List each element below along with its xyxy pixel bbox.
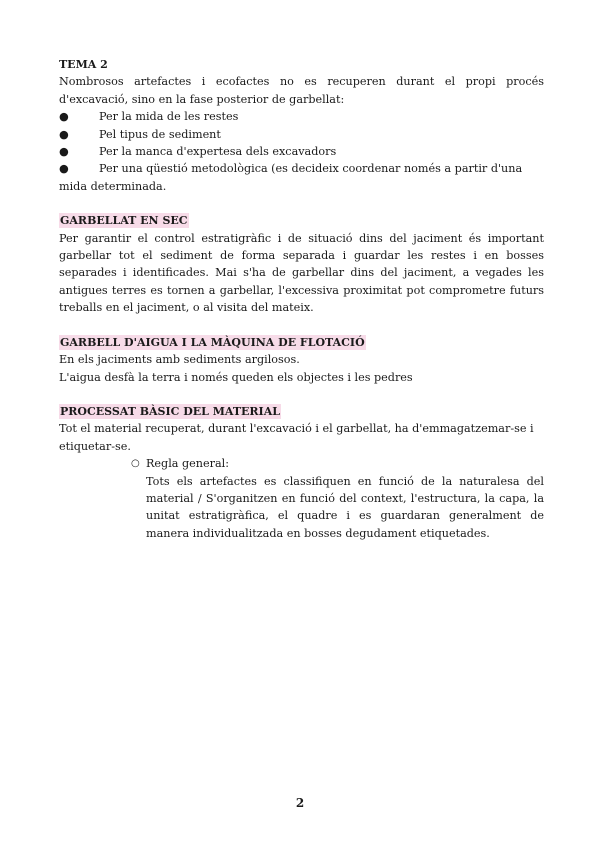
garbell-aigua-heading: GARBELL D'AIGUA I LA MÀQUINA DE FLOTACIÓ: [60, 335, 365, 349]
processat-section: [59, 403, 544, 542]
list-item: [59, 160, 544, 195]
tema-title: TEMA 2: [59, 58, 108, 71]
garbell-aigua-section: [59, 334, 544, 386]
list-item: [59, 108, 544, 125]
list-item: [59, 143, 544, 160]
list-item-text: Per la mida de les restes: [99, 110, 239, 124]
processat-heading: PROCESSAT BÀSIC DEL MATERIAL: [60, 404, 280, 418]
rule-sublist: [131, 455, 544, 542]
garbellat-sec-heading: GARBELLAT EN SEC: [60, 214, 188, 228]
garbellat-sec-body: Per garantir el control estratigràfic i de situació dins del jaciment és important garbellar tot el sediment de forma separada i guardar les restes i en bosses separades i identificades. Mai s'ha de garbellar dins del jaciment, a vegades les antigues terres es tornen a garbellar, l'excessiva proximitat pot comprometre futurs treballs en el jaciment, o al visita del mateix.: [59, 231, 544, 315]
bullet-icon: ●: [59, 162, 69, 176]
list-item-text: Per una qüestió metodològica (es decideix coordenar només a partir d'una mida determinada.: [59, 162, 523, 193]
tema-intro: Nombrosos artefactes i ecofactes no es recuperen durant el propi procés d'excavació, sino en la fase posterior de garbellat:: [59, 75, 544, 106]
rule-body: Tots els artefactes es classifiquen en funció de la naturalesa del material / S'organitzen en funció del context, l'estructura, la capa, la unitat estratigràfica, el quadre i es guardaran generalment de manera individualitzada en bosses degudament etiquetades.: [146, 474, 544, 540]
garbell-aigua-line-2: L'aigua desfà la terra i només queden els objectes i les pedres: [59, 370, 413, 384]
garbellat-sec-section: [59, 212, 544, 316]
document-page: [59, 56, 544, 542]
list-item-text: Per la manca d'expertesa dels excavadors: [99, 145, 337, 159]
list-item: [59, 126, 544, 143]
rule-title: Regla general:: [146, 457, 229, 471]
bullet-icon: ●: [59, 145, 69, 159]
bullet-icon: ●: [59, 127, 69, 141]
bullet-icon: ●: [59, 110, 69, 124]
circle-bullet-icon: ○: [131, 458, 140, 470]
processat-intro: Tot el material recuperat, durant l'excavació i el garbellat, ha d'emmagatzemar-se i etiquetar-se.: [59, 422, 534, 453]
list-item: [131, 455, 544, 472]
tema-section: [59, 56, 544, 195]
list-item-text: Pel tipus de sediment: [99, 127, 221, 141]
reasons-list: [59, 108, 544, 195]
garbell-aigua-line-1: En els jaciments amb sediments argilosos.: [59, 353, 300, 367]
page-number: 2: [295, 796, 305, 810]
